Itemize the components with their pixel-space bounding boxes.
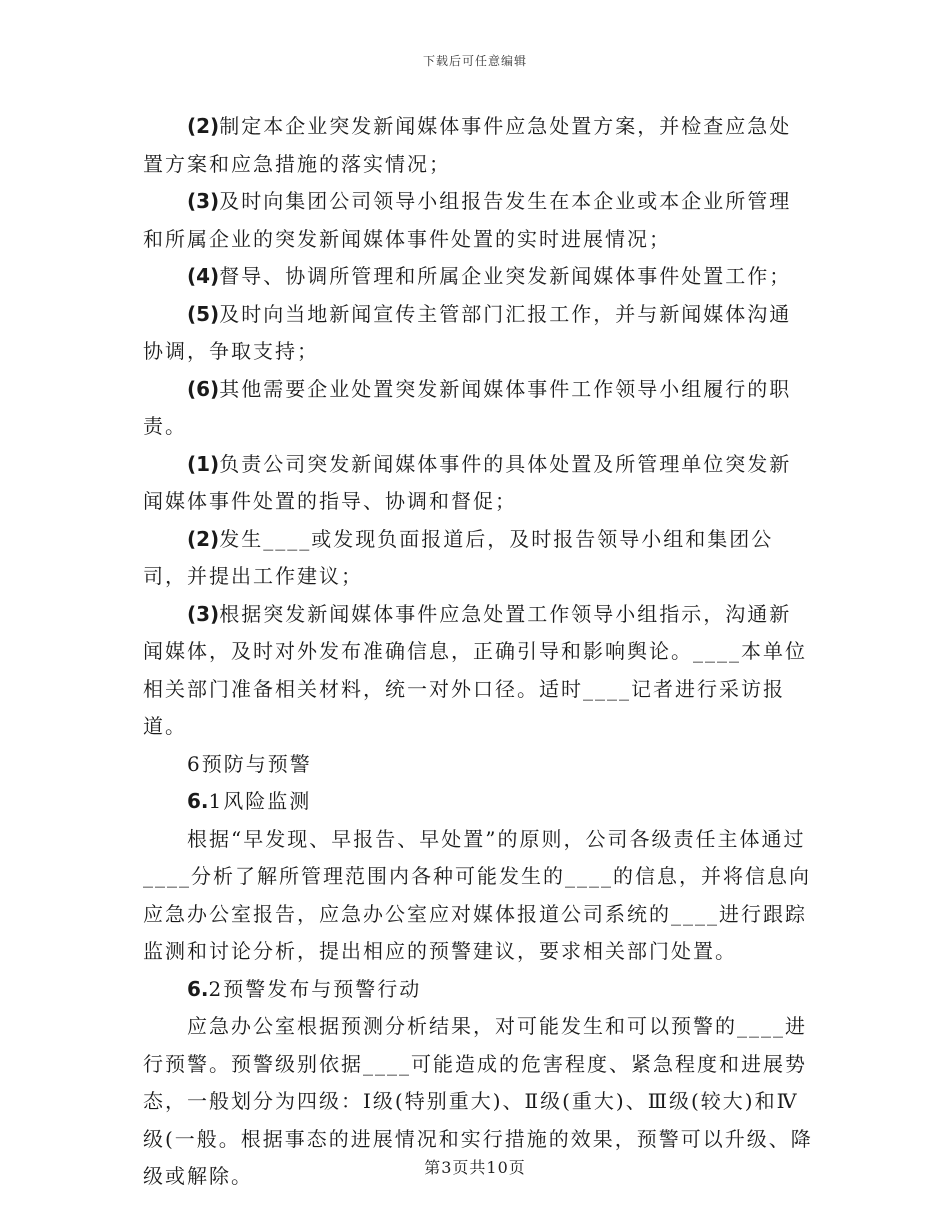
item-number: (1) xyxy=(187,451,220,476)
paragraph-text: 其他需要企业处置突发新闻媒体事件工作领导小组履行的职责。 xyxy=(143,376,792,438)
section-heading-6-2 xyxy=(143,971,813,1009)
paragraph-text: 制定本企业突发新闻媒体事件应急处置方案，并检查应急处置方案和应急措施的落实情况； xyxy=(143,114,792,176)
item-number: 6. xyxy=(187,789,209,813)
item-number: (2) xyxy=(187,114,220,138)
heading-text: 2预警发布与预警行动 xyxy=(208,976,422,1001)
paragraph-duty-5 xyxy=(143,296,813,371)
paragraph-text: 根据突发新闻媒体事件应急处置工作领导小组指示，沟通新闻媒体，及时对外发布准确信息，正确引导和影响舆论。____本单位相关部门准备相关材料，统一对外口径。适时____记者进行采访报道。 xyxy=(143,601,807,738)
heading-text: 1风险监测 xyxy=(208,789,312,813)
paragraph-office-3 xyxy=(143,596,813,746)
paragraph-duty-3 xyxy=(143,183,813,258)
paragraph-office-2 xyxy=(143,521,813,596)
page-header: 下载后可任意编辑 xyxy=(422,54,527,68)
heading-text: 6预防与预警 xyxy=(187,751,312,776)
paragraph-duty-6 xyxy=(143,371,813,446)
page-footer: 第3页共10页 xyxy=(424,1158,526,1177)
item-number: 6. xyxy=(187,976,209,1001)
section-heading-6-1 xyxy=(143,783,813,821)
paragraph-text: 应急办公室根据预测分析结果，对可能发生和可以预警的____进行预警。预警级别依据____可能造成的危害程度、紧急程度和进展势态，一般划分为四级：Ⅰ级(特别重大)、Ⅱ级(重大)、Ⅲ级(较大)和Ⅳ级(一般。根据事态的进展情况和实行措施的效果，预警可以升级、降级或解除。 xyxy=(143,1014,813,1188)
paragraph-duty-2 xyxy=(143,108,813,183)
item-number: (6) xyxy=(187,376,220,401)
item-number: (3) xyxy=(187,189,220,213)
paragraph-text: 督导、协调所管理和所属企业突发新闻媒体事件处置工作； xyxy=(219,264,792,288)
item-number: (2) xyxy=(187,526,220,551)
paragraph-risk-monitoring xyxy=(143,821,813,971)
paragraph-duty-4 xyxy=(143,258,813,296)
section-heading-6 xyxy=(143,746,813,784)
item-number: (4) xyxy=(187,264,220,288)
paragraph-text: 及时向当地新闻宣传主管部门汇报工作，并与新闻媒体沟通协调，争取支持； xyxy=(143,301,792,363)
item-number: (3) xyxy=(187,601,220,626)
paragraph-text: 发生____或发现负面报道后，及时报告领导小组和集团公司，并提出工作建议； xyxy=(143,526,774,588)
paragraph-text: 负责公司突发新闻媒体事件的具体处置及所管理单位突发新闻媒体事件处置的指导、协调和督促； xyxy=(143,451,792,513)
paragraph-text: 根据“早发现、早报告、早处置”的原则，公司各级责任主体通过____分析了解所管理范围内各种可能发生的____的信息，并将信息向应急办公室报告，应急办公室应对媒体报道公司系统的____进行跟踪监测和讨论分析，提出相应的预警建议，要求相关部门处置。 xyxy=(143,826,811,963)
document-body xyxy=(143,108,813,1196)
paragraph-office-1 xyxy=(143,446,813,521)
item-number: (5) xyxy=(187,301,220,326)
paragraph-text: 及时向集团公司领导小组报告发生在本企业或本企业所管理和所属企业的突发新闻媒体事件处置的实时进展情况； xyxy=(143,189,792,251)
